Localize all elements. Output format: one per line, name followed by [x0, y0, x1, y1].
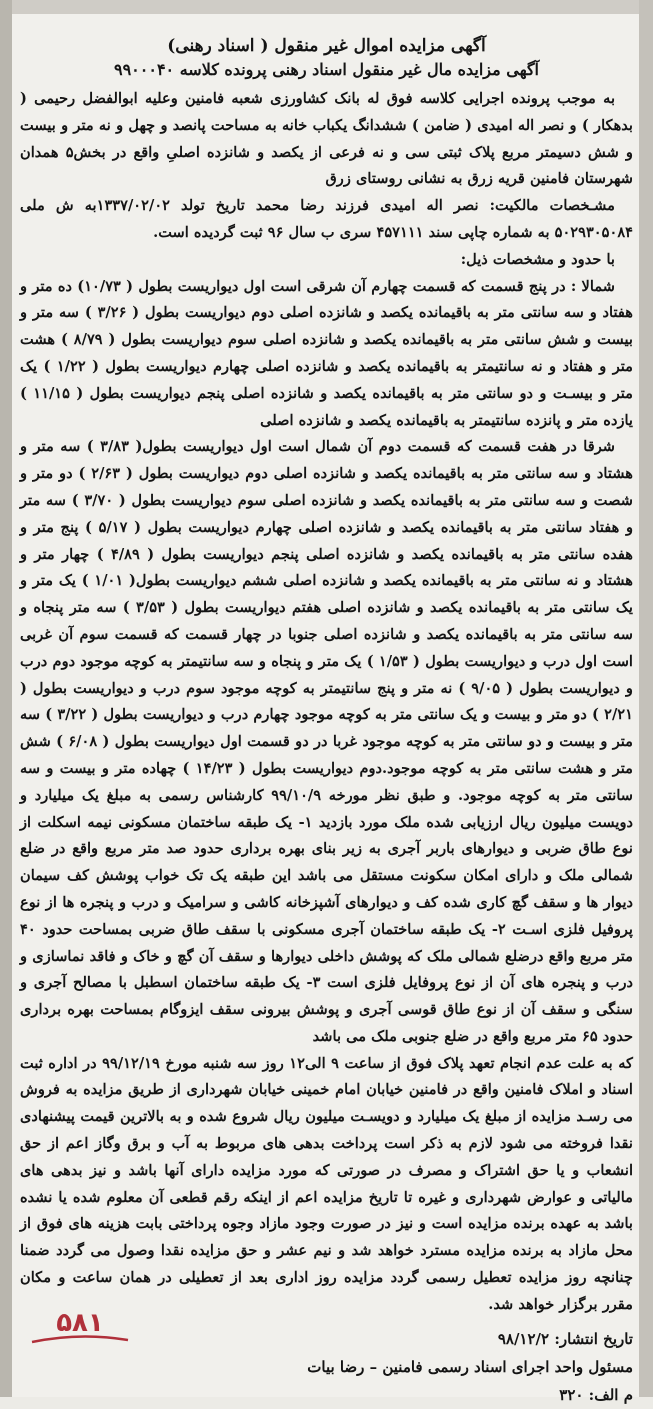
stamp-code: ۵۸۱ [56, 1308, 104, 1338]
notice-body [20, 86, 633, 1319]
page-edge-right [639, 0, 653, 1397]
paragraph-ownership: مشـخصات مالکیت: نصر اله امیدی فرزند رضا محمد تاریخ تولد ۱۳۳۷/۰۲/۰۲به ش ملی ۵۰۲۹۳۰۵۰۸۴ به شماره چاپی سند ۴۵۷۱۱۱ سری ب سال ۹۶ ثبت گردیده است. [20, 197, 633, 241]
paragraph-case: به موجب پرونده اجرایی کلاسه فوق له بانک کشاورزی شعبه فامنین وعلیه ابوالفضل رحیمی ( بدهکار ) و نصر اله امیدی ( ضامن ) ششدانگ یکباب خانه به مساحت پانصد و چهل و نه متر و بیست و شش دسیمتر مربع پلاک ثبتی سی و نه فرعی از یکصد و شانزده اصلیِ واقع در بخش۵ همدان شهرستان فامنین قریه زرق به نشانی روستای زرق [20, 90, 633, 188]
page-edge-top [0, 0, 653, 14]
paragraph-east-south-west: شرقا در هفت قسمت که قسمت دوم آن شمال است اول دیواریست بطول( ۳/۸۳ ) سه متر و هشتاد و سه سانتی متر به باقیمانده یکصد و شانزده اصلی دوم دیواریست بطول ( ۲/۶۳ ) دو متر و شصت و سه سانتی متر به باقیمانده یکصد و شانزده اصلی سوم دیواریست بطول ( ۳/۷۰ ) سه متر و هفتاد سانتی متر به باقیمانده یکصد و شانزده اصلی چهارم دیواریست بطول ( ۵/۱۷ ) پنج متر و هفده سانتی متر به باقیمانده یکصد و شانزده اصلی پنجم دیواریست بطول ( ۴/۸۹ ) چهار متر و هشتاد و نه سانتی متر به باقیمانده یکصد و شانزده اصلی ششم دیواریست بطول( ۱/۰۱ ) یک متر و یک سانتی متر به باقیمانده یکصد و شانزده اصلی هفتم دیواریست بطول ( ۳/۵۳ ) سه متر پنجاه و سه سانتی متر به باقیمانده یکصد و شانزده اصلی جنوبا در چهار قسمت که قسمت سوم آن غربی است اول درب و دیواریست بطول ( ۱/۵۳ ) یک متر و پنجاه و سه سانتیمتر به کوچه موجود دوم درب و دیواریست بطول ( ۹/۰۵ ) نه متر و پنج سانتیمتر به کوچه موجود سوم درب و دیواریست بطول ( ۲/۲۱ ) دو متر و بیست و یک سانتی متر به کوچه موجود چهارم درب و دیواریست بطول ( ۳/۲۲ ) سه متر و بیست و دو سانتی متر به کوچه موجود غربا در دو قسمت اول دیواریست بطول ( ۶/۰۸ ) شش متر و هشت سانتی متر به کوچه موجود.دوم دیواریست بطول ( ۱۴/۲۳ ) چهاده متر و بیست و سه سانتی متر به کوچه موجود. و طبق نظر مورخه ۹۹/۱۰/۹ کارشناس رسمی به مبلغ یک میلیارد و دویست میلیون ریال ارزیابی شده ملک مورد بازدید ۱- یک طبقه ساختمان مسکونی نیمه اسکلت از نوع طاق ضربی و دیوارهای باربر آجری به زیر بنای بهره برداری حدود صد متر مربع واقع در ضلع شمالی ملک و دارای امکان سکونت مستقل می باشد این طبقه یک تک خواب پوشش کف سیمان دیوار ها و سقف گچ کاری شده کف و دیوارهای آشپزخانه کاشی و سرامیک و درب و پنجره ها از نوع پروفیل فلزی اسـت ۲- یک طبقه ساختمان آجری مسکونی با سقف طاق ضربی بمساحت حدود ۴۰ متر مربع واقع درضلع شمالی ملک که پوشش داخلی دیوارها و سقف آن گچ و خاک و فاقد نماسازی و درب و پنجره های آن از نوع پروفایل فلزی است ۳- یک طبقه ساختمان اسطبل با مصالح آجری و سنگی و سقف آن از نوع طاق قوسی آجری و پوشش بیرونی سقف ایزوگام بمساحت بهره برداری حدود ۶۵ متر مربع واقع در ضلع جنوبی ملک می باشد [20, 438, 634, 1045]
page-edge-left [0, 0, 12, 1397]
reference-code: م الف: ۳۲۰ [559, 1385, 633, 1404]
signature-line: مسئول واحد اجرای اسناد رسمی فامنین – رضا بیات [307, 1357, 633, 1376]
notice-title: آگهی مزایده اموال غیر منقول ( اسناد رهنی) [167, 36, 486, 56]
handwritten-stamp [26, 1302, 134, 1350]
paragraph-boundaries-intro: با حدود و مشخصات ذیل: [460, 250, 615, 268]
publish-date: تاریخ انتشار: ۹۸/۱۲/۲ [497, 1329, 633, 1348]
paragraph-auction-terms: که به علت عدم انجام تعهد پلاک فوق از ساعت ۹ الی۱۲ روز سه شنبه مورخ ۹۹/۱۲/۱۹ در اداره ثبت اسناد و املاک فامنین واقع در فامنین خیابان امام خمینی خیابان شهرداری از طریق مزایده به فروش می رسـد مزایده از مبلغ یک میلیارد و دویسـت میلیون ریال شروع شده و به بالاترین قیمت پیشنهادی نقدا فروخته می شود لازم به ذکر است پرداخت بدهی های مربوط به آب و برق وگاز اعم از حق انشعاب و یا حق اشتراک و مصرف در صورتی که مورد مزایده دارای آنها باشد و نیز بدهی های مالیاتی و عوارض شهرداری و غیره تا تاریخ مزایده اعم از اینکه رقم قطعی آن معلوم شده یا نشده باشد به عهده برنده مزایده است و نیز در صورت وجود مازاد وجوه پرداختی بابت هزینه های فوق از محل مازاد به برنده مزایده مسترد خواهد شد و نیم عشر و حق مزایده نقدا وصول می گردد ضمنا چنانچه روز مزایده تعطیل رسمی گردد مزایده روز اداری بعد از تعطیلی در همان ساعت و مکان مقرر برگزار خواهد شد. [20, 1054, 633, 1313]
notice-subtitle: آگهی مزایده مال غیر منقول اسناد رهنی پرونده کلاسه ۹۹۰۰۰۴۰ [113, 60, 539, 79]
paragraph-north: شمالا : در پنج قسمت که قسمت چهارم آن شرقی است اول دیواریست بطول ( ۱۰/۷۳) ده متر و هفتاد و سه سانتی متر به باقیمانده یکصد و شانزده اصلی دوم دیواریست بطول ( ۳/۲۶ ) سه متر و بیست و شش سانتی متر به باقیمانده یکصد و شانزده اصلی سوم دیواریست بطول ( ۸/۷۹ ) هشت متر و هفتاد و نه سانتیمتر به باقیمانده یکصد و شانزده اصلی چهارم دیواریست بطول ( ۱/۲۲ ) یک متر و بیسـت و دو سانتی متر به باقیمانده یکصد و شانزده اصلی پنجم دیواریست بطول ( ۱۱/۱۵ ) یازده متر و پانزده سانتیمتر به باقیمانده یکصد و شانزده اصلی [20, 277, 633, 429]
